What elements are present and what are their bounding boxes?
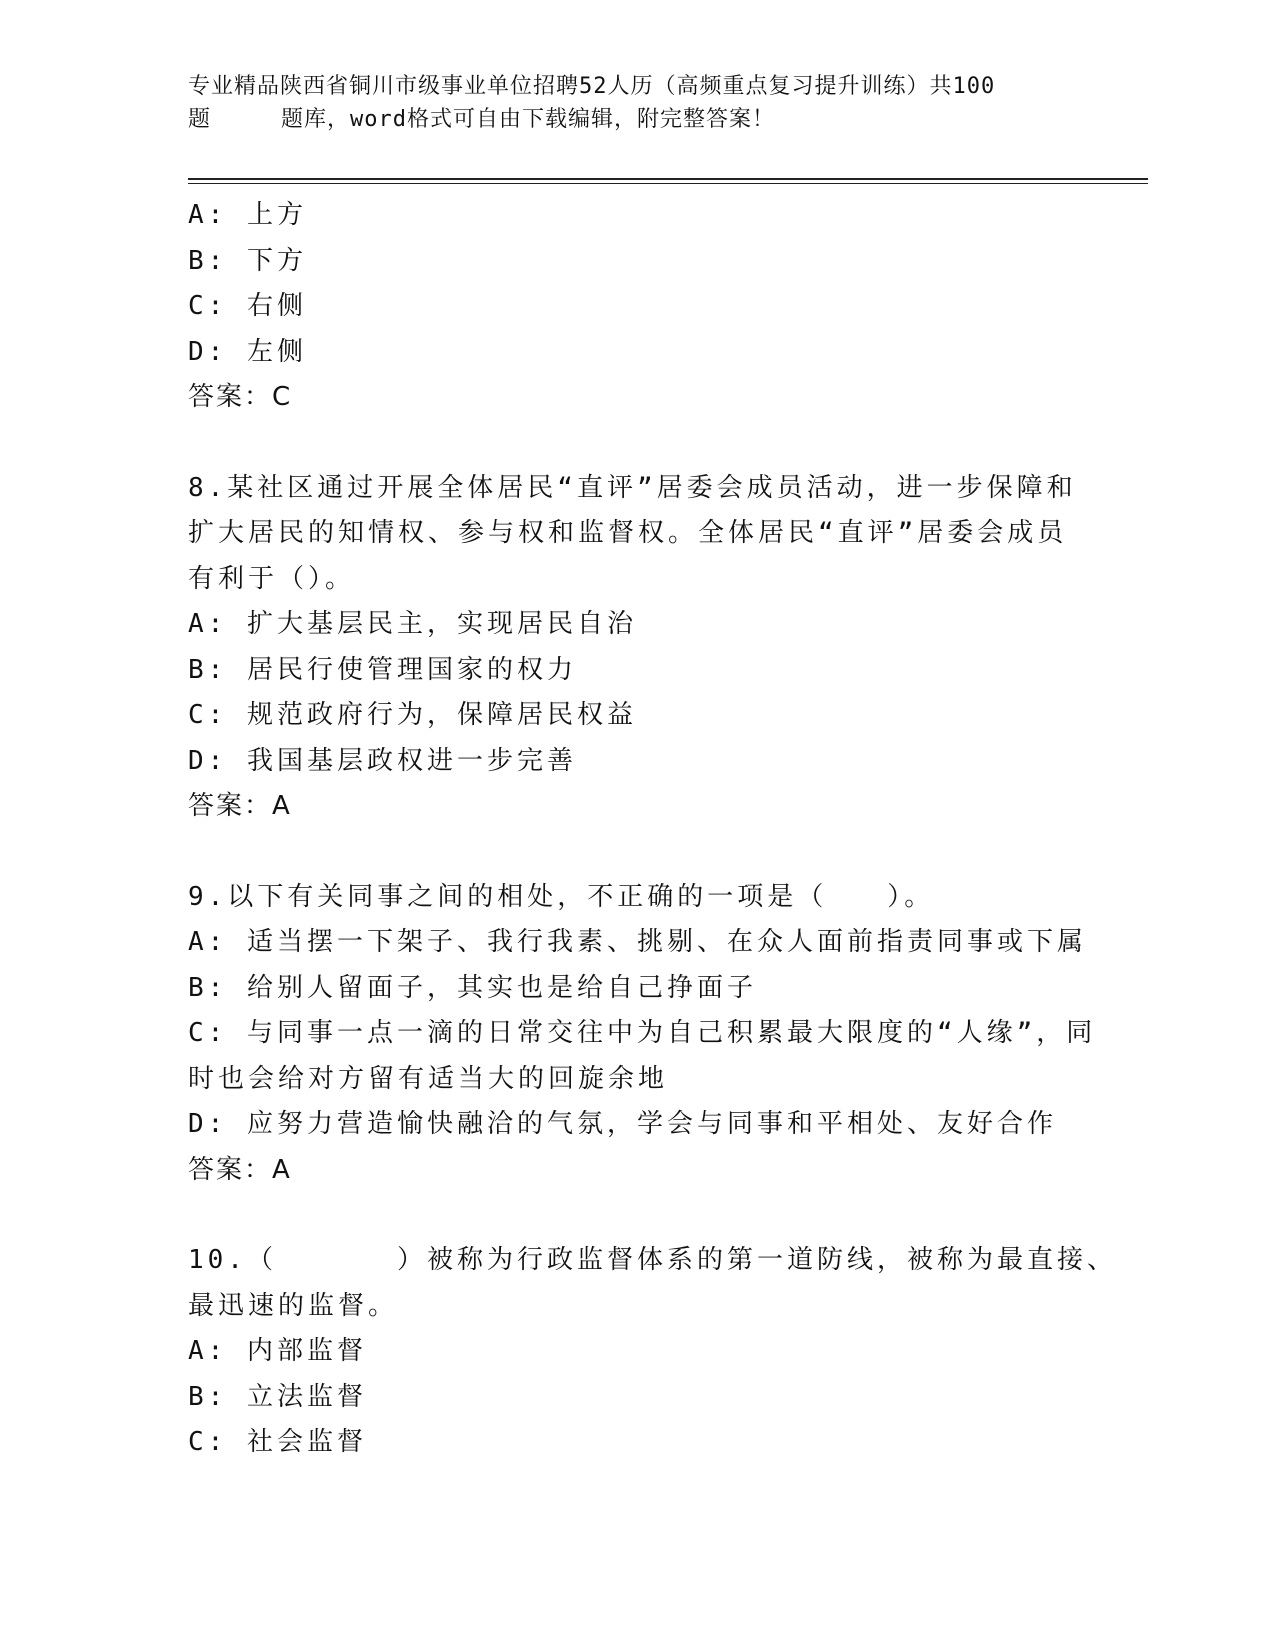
question-stem: 10.（ ）被称为行政监督体系的第一道防线，被称为最直接、	[188, 1245, 1117, 1275]
option-c: C: 与同事一点一滴的日常交往中为自己积累最大限度的“人缘”，同	[188, 1018, 1097, 1048]
header-rule-thin	[188, 183, 1148, 184]
option-d: D: 左侧	[188, 336, 307, 367]
document-header	[188, 70, 1088, 136]
option-a: A: 扩大基层民主，实现居民自治	[188, 609, 637, 639]
option-b: B: 下方	[188, 245, 307, 276]
option-d: D: 我国基层政权进一步完善	[188, 745, 577, 776]
question-stem: 8.某社区通过开展全体居民“直评”居委会成员活动，进一步保障和	[188, 472, 1077, 503]
option-a: A: 适当摆一下架子、我行我素、挑剔、在众人面前指责同事或下属	[188, 927, 1087, 957]
question-8	[188, 466, 1088, 830]
option-c: C: 右侧	[188, 291, 307, 321]
question-9	[188, 875, 1097, 1194]
option-b: B: 立法监督	[188, 1381, 367, 1412]
question-10	[188, 1238, 1117, 1466]
option-c: C: 规范政府行为，保障居民权益	[188, 700, 637, 730]
option-d: D: 应努力营造愉快融洽的气氛，学会与同事和平相处、友好合作	[188, 1109, 1057, 1139]
header-line-2	[188, 103, 1088, 136]
option-a: A: 上方	[188, 200, 307, 230]
header-rule-thick	[188, 178, 1148, 180]
answer: 答案：C	[188, 382, 293, 412]
header-line-2-right: 题库，word格式可自由下载编辑，附完整答案！	[281, 107, 775, 132]
option-c-continued: 时也会给对方留有适当大的回旋余地	[188, 1063, 669, 1094]
header-line-1: 专业精品陕西省铜川市级事业单位招聘52人历（高频重点复习提升训练）共100	[188, 74, 996, 99]
header-line-2-left: 题	[188, 107, 212, 132]
question-stem: 有利于（）。	[188, 563, 356, 594]
question-content	[188, 193, 1117, 1466]
answer: 答案：A	[188, 1154, 292, 1185]
option-c: C: 社会监督	[188, 1427, 367, 1457]
option-a: A: 内部监督	[188, 1336, 367, 1366]
question-stem: 扩大居民的知情权、参与权和监督权。全体居民“直评”居委会成员	[188, 518, 1068, 548]
answer: 答案：A	[188, 791, 292, 821]
question-7	[188, 193, 1088, 421]
option-b: B: 给别人留面子，其实也是给自己挣面子	[188, 972, 757, 1003]
question-stem: 9.以下有关同事之间的相处，不正确的一项是（ ）。	[188, 881, 935, 912]
option-b: B: 居民行使管理国家的权力	[188, 654, 577, 685]
question-stem: 最迅速的监督。	[188, 1290, 399, 1321]
